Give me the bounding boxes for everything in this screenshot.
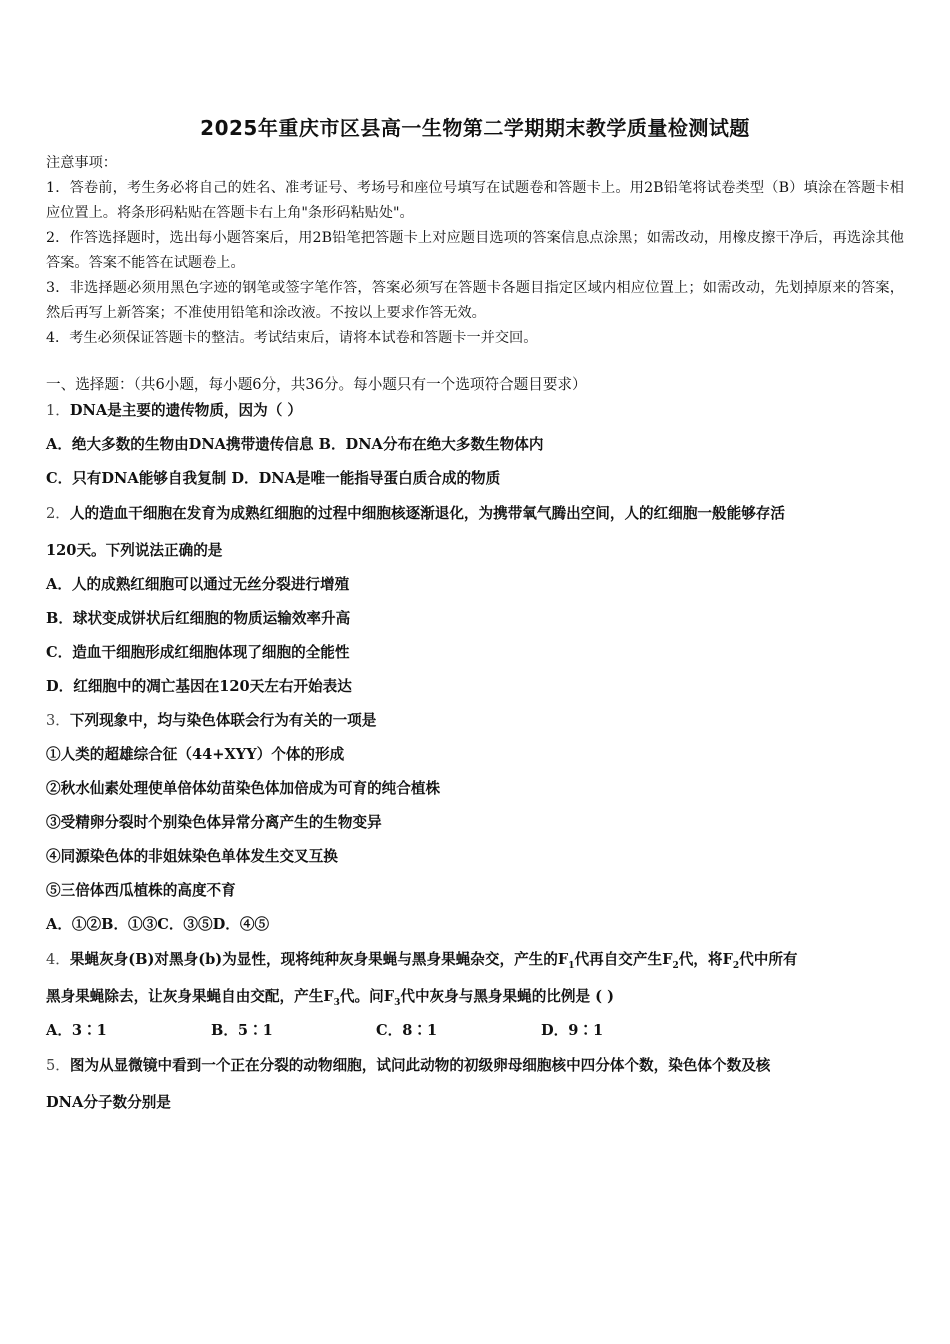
question-3-answers: A．①②B．①③C．③⑤D．④⑤ — [46, 916, 270, 933]
question-2-option-b: B．球状变成饼状后红细胞的物质运输效率升高 — [46, 610, 351, 627]
page-title: 2025年重庆市区县高一生物第二学期期末教学质量检测试题 — [200, 116, 750, 140]
question-2-number: 2． — [46, 505, 70, 522]
question-2-option-d: D．红细胞中的凋亡基因在120天左右开始表达 — [46, 678, 352, 695]
question-3-item-1: ①人类的超雄综合征（44+XYY）个体的形成 — [46, 746, 345, 763]
question-5-text-2: DNA分子数分别是 — [46, 1094, 171, 1111]
question-3-number: 3． — [46, 712, 70, 729]
question-4-option-a: A．3∶1 — [46, 1022, 107, 1039]
question-1-text: DNA是主要的遗传物质，因为（ ） — [69, 402, 303, 419]
question-2-option-a: A．人的成熟红细胞可以通过无丝分裂进行增殖 — [46, 576, 350, 593]
question-4-option-c: C．8∶1 — [376, 1022, 438, 1039]
question-4-option-b: B．5∶1 — [211, 1022, 273, 1039]
question-1-stem — [46, 400, 906, 422]
question-1-number: 1． — [46, 402, 70, 419]
question-1-options-line-1: A．绝大多数的生物由DNA携带遗传信息 B．DNA分布在绝大多数生物体内 — [46, 436, 544, 453]
question-3-item-3: ③受精卵分裂时个别染色体异常分离产生的生物变异 — [46, 814, 382, 831]
question-3-text: 下列现象中，均与染色体联会行为有关的一项是 — [69, 712, 377, 729]
question-3-item-5: ⑤三倍体西瓜植株的高度不育 — [46, 882, 236, 899]
section-heading: 一、选择题：（共6小题，每小题6分，共36分。每小题只有一个选项符合题目要求） — [46, 376, 587, 393]
question-5-stem — [46, 1055, 906, 1077]
question-5-text-1: 图为从显微镜中看到一个正在分裂的动物细胞，试问此动物的初级卵母细胞核中四分体个数，染色体个数及核 — [69, 1057, 771, 1074]
question-2-stem — [46, 503, 906, 525]
question-5-number: 5． — [46, 1057, 70, 1074]
note-item-1: 1．答卷前，考生务必将自己的姓名、准考证号、考场号和座位号填写在试题卷和答题卡上。用2B铅笔将试卷类型（B）填涂在答题卡相应位置上。将条形码粘贴在答题卡右上角"条形码粘贴处"。 — [46, 180, 904, 221]
question-4-options — [46, 1020, 906, 1042]
question-4-number: 4． — [46, 951, 70, 968]
question-4-text-2: 黑身果蝇除去，让灰身果蝇自由交配，产生$F_3$代。问$F_3$代中灰身与黑身果蝇的比例是 ( ) — [46, 988, 615, 1008]
question-2-option-c: C．造血干细胞形成红细胞体现了细胞的全能性 — [46, 644, 350, 661]
note-item-2: 2．作答选择题时，选出每小题答案后，用2B铅笔把答题卡上对应题目选项的答案信息点涂黑；如需改动，用橡皮擦干净后，再选涂其他答案。答案不能答在试题卷上。 — [46, 230, 904, 271]
notes-heading: 注意事项： — [46, 155, 117, 171]
note-item-3: 3．非选择题必须用黑色字迹的钢笔或签字笔作答，答案必须写在答题卡各题目指定区域内相应位置上；如需改动，先划掉原来的答案，然后再写上新答案；不准使用铅笔和涂改液。不按以上要求作答无效。 — [46, 280, 904, 321]
question-2-text-1: 人的造血干细胞在发育为成熟红细胞的过程中细胞核逐渐退化，为携带氧气腾出空间，人的红细胞一般能够存活 — [69, 505, 785, 522]
question-4-text-1: 果蝇灰身(B)对黑身(b)为显性，现将纯种灰身果蝇与黑身果蝇杂交，产生的$F_1$代再自交产生$F_2$代，将$F_2$代中所有 — [69, 951, 798, 971]
note-item-4: 4．考生必须保证答题卡的整洁。考试结束后，请将本试卷和答题卡一并交回。 — [46, 330, 538, 346]
question-4-stem — [46, 949, 906, 971]
question-1-options-line-2: C．只有DNA能够自我复制 D．DNA是唯一能指导蛋白质合成的物质 — [46, 470, 501, 487]
question-2-text-2: 120天。下列说法正确的是 — [46, 542, 223, 559]
question-3-item-2: ②秋水仙素处理使单倍体幼苗染色体加倍成为可育的纯合植株 — [46, 780, 441, 797]
question-3-stem — [46, 710, 906, 732]
question-3-item-4: ④同源染色体的非姐妹染色单体发生交叉互换 — [46, 848, 338, 865]
question-4-option-d: D．9∶1 — [541, 1022, 604, 1039]
notes-block — [46, 151, 904, 351]
